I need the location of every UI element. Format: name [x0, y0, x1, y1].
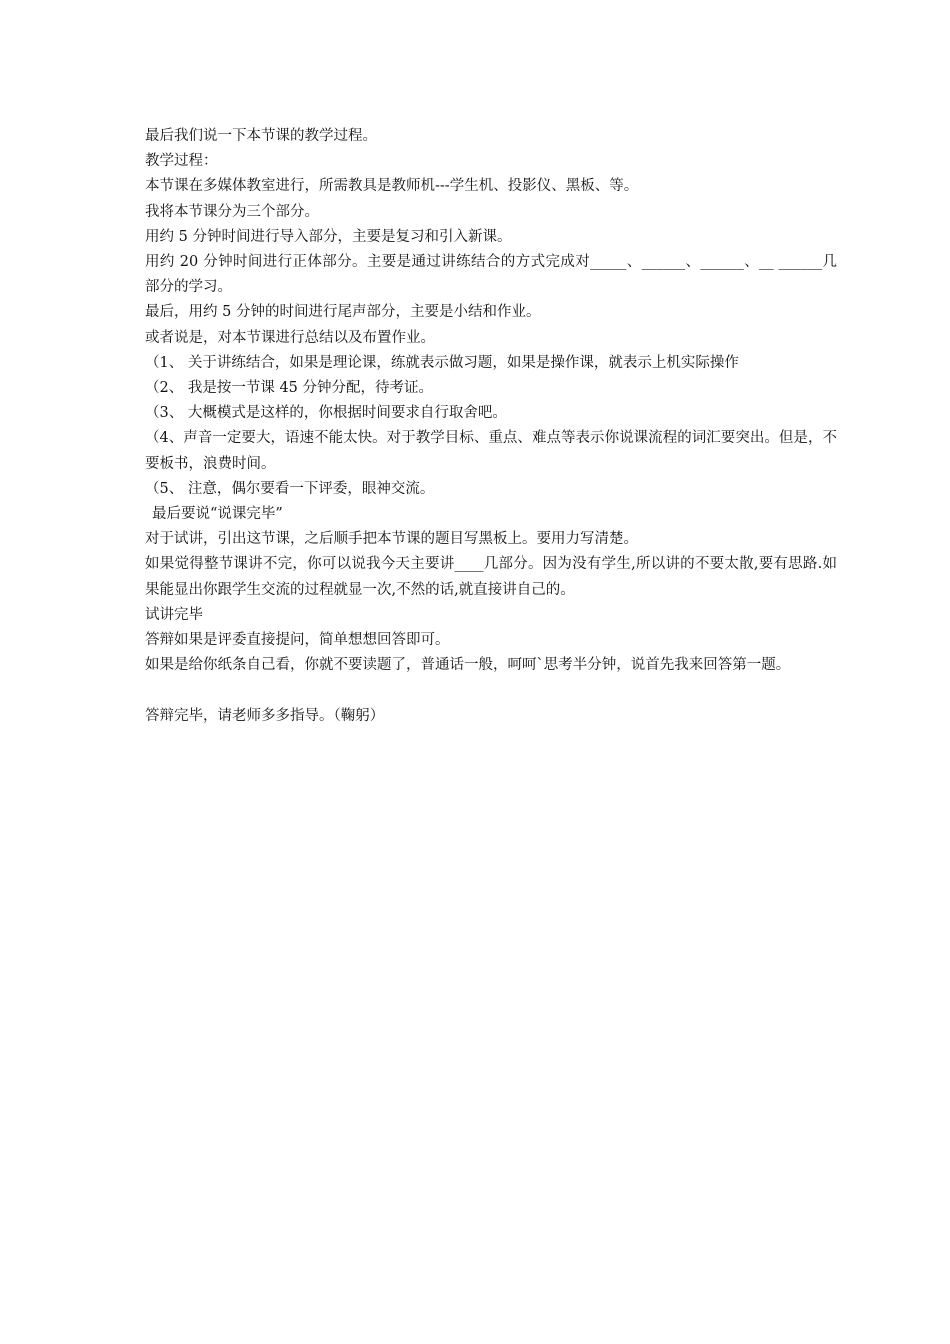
heading-teaching-process: 教学过程： — [145, 153, 218, 170]
paragraph-defense-note: 如果是给你纸条自己看，你就不要读题了，普通话一般，呵呵`思考半分钟，说首先我来回答第一题。 — [145, 657, 791, 674]
paragraph-main-part: 用约 20 分钟时间进行正体部分。主要是通过讲练结合的方式完成对_____、______、______、__ ______几部分的学习。 — [145, 254, 837, 296]
note-item-1: （1、 关于讲练结合，如果是理论课，练就表示做习题，如果是操作课，就表示上机实际操作 — [145, 354, 739, 371]
paragraph-closing-phrase: 最后要说“说课完毕” — [152, 506, 283, 523]
note-item-2: （2、 我是按一节课 45 分钟分配，待考证。 — [145, 380, 434, 397]
document-body — [145, 124, 837, 729]
paragraph-teaching-process-intro: 最后我们说一下本节课的教学过程。 — [145, 128, 377, 144]
paragraph-time-advice: 如果觉得整节课讲不完，你可以说我今天主要讲____几部分。因为没有学生,所以讲的不要太散,要有思路.如果能显出你跟学生交流的过程就显一次,不然的话,就直接讲自己的。 — [145, 556, 837, 598]
paragraph-classroom-tools: 本节课在多媒体教室进行，所需教具是教师机---学生机、投影仪、黑板、等。 — [145, 178, 639, 195]
note-item-3: （3、 大概模式是这样的，你根据时间要求自行取舍吧。 — [145, 405, 507, 422]
paragraph-intro-part: 用约 5 分钟时间进行导入部分，主要是复习和引入新课。 — [145, 228, 512, 245]
paragraph-trial-end: 试讲完毕 — [145, 606, 203, 623]
note-item-5: （5、 注意，偶尔要看一下评委，眼神交流。 — [145, 480, 435, 497]
paragraph-summary: 或者说是，对本节课进行总结以及布置作业。 — [145, 329, 435, 346]
blank-line — [145, 678, 837, 703]
paragraph-defense-direct: 答辩如果是评委直接提问，简单想想回答即可。 — [145, 632, 450, 649]
paragraph-three-parts: 我将本节课分为三个部分。 — [145, 203, 319, 220]
paragraph-trial-lecture: 对于试讲，引出这节课，之后顺手把本节课的题目写黑板上。要用力写清楚。 — [145, 531, 638, 548]
note-item-4: （4、声音一定要大，语速不能太快。对于教学目标、重点、难点等表示你说课流程的词汇要突出。但是，不要板书，浪费时间。 — [145, 430, 837, 472]
paragraph-defense-end: 答辩完毕，请老师多多指导。（鞠躬） — [145, 707, 385, 724]
paragraph-ending-part: 最后，用约 5 分钟的时间进行尾声部分，主要是小结和作业。 — [145, 304, 541, 321]
